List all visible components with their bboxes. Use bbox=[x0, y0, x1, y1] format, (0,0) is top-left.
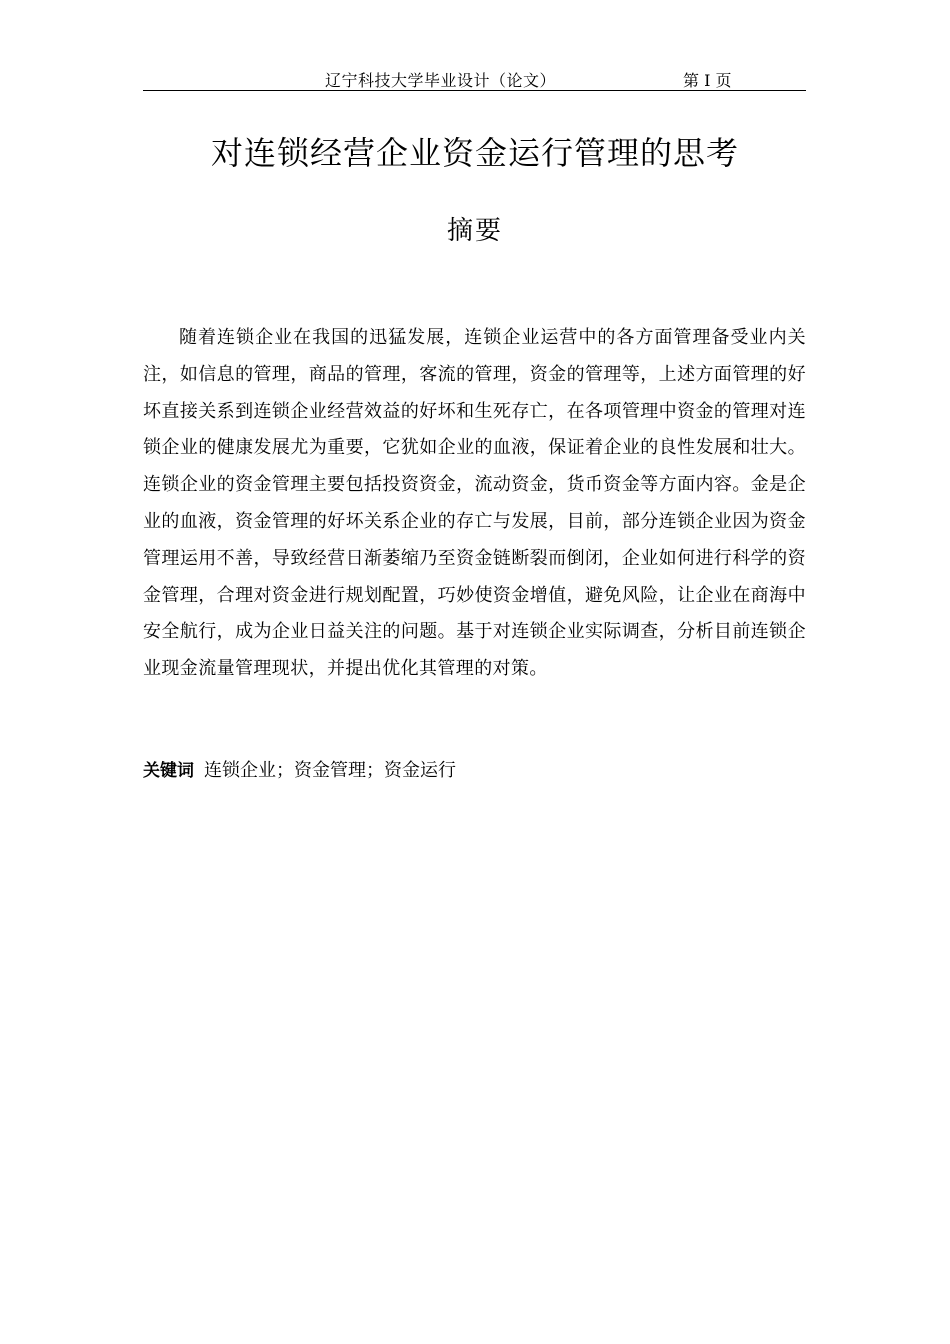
abstract-heading: 摘要 bbox=[446, 216, 503, 246]
keywords-label: 关键词 bbox=[143, 761, 194, 781]
paper-title: 对连锁经营企业资金运行管理的思考 bbox=[210, 134, 739, 172]
abstract-body: 随着连锁企业在我国的迅猛发展，连锁企业运营中的各方面管理备受业内关注，如信息的管理，商品的管理，客流的管理，资金的管理等，上述方面管理的好坏直接关系到连锁企业经营效益的好坏和生死存亡，在各项管理中资金的管理对连锁企业的健康发展尤为重要，它犹如企业的血液，保证着企业的良性发展和壮大。连锁企业的资金管理主要包括投资资金，流动资金，货币资金等方面内容。金是企业的血液，资金管理的好坏关系企业的存亡与发展，目前，部分连锁企业因为资金管理运用不善，导致经营日渐萎缩乃至资金链断裂而倒闭，企业如何进行科学的资金管理，合理对资金进行规划配置，巧妙使资金增值，避免风险，让企业在商海中安全航行，成为企业日益关注的问题。基于对连锁企业实际调查，分析目前连锁企业现金流量管理现状，并提出优化其管理的对策。 bbox=[143, 327, 806, 680]
header-thesis-label: 辽宁科技大学毕业设计（论文） bbox=[325, 71, 557, 90]
header-page-number: 第 I 页 bbox=[683, 71, 732, 90]
keywords-line bbox=[143, 756, 806, 786]
keywords-value: 连锁企业；资金管理；资金运行 bbox=[204, 760, 456, 781]
page-header bbox=[143, 64, 806, 91]
